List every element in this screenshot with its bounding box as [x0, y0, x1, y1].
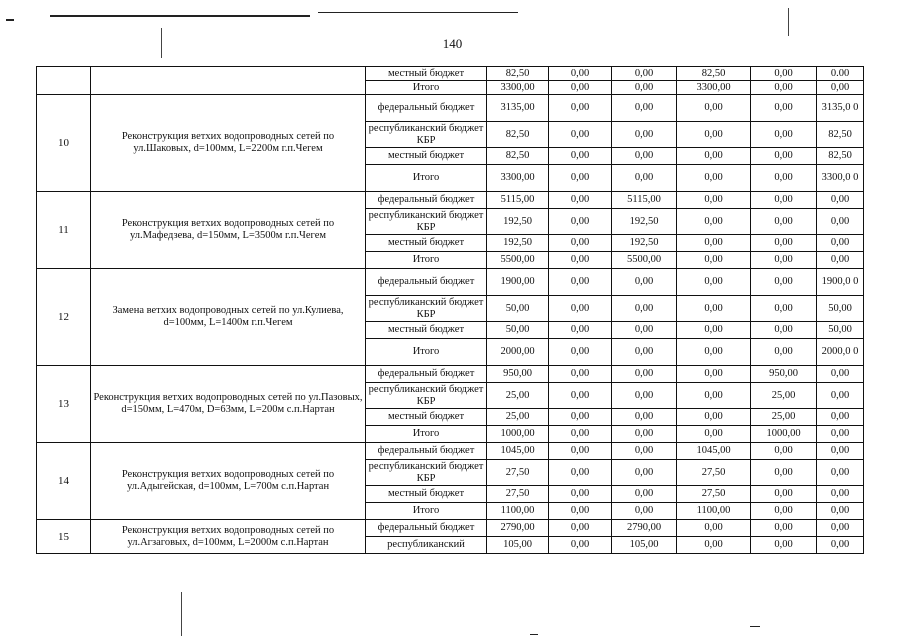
amount-cell: 0,00 [677, 209, 751, 235]
amount-cell: 27,50 [487, 460, 549, 486]
amount-cell: 0,00 [612, 122, 677, 148]
table-row [37, 269, 864, 296]
amount-cell: 50,00 [487, 296, 549, 322]
amount-cell: 0,00 [549, 460, 612, 486]
funding-source: Итого [366, 165, 487, 192]
funding-source: республиканский бюджет КБР [366, 383, 487, 409]
funding-source: Итого [366, 503, 487, 520]
amount-cell: 1100,00 [677, 503, 751, 520]
amount-cell: 105,00 [487, 537, 549, 554]
amount-cell: 2790,00 [487, 520, 549, 537]
amount-cell: 0,00 [549, 269, 612, 296]
project-name: Реконструкция ветхих водопроводных сетей по ул.Мафедзева, d=150мм, L=3500м г.п.Чегем [91, 192, 366, 269]
funding-source: Итого [366, 81, 487, 95]
amount-cell: 0,00 [549, 503, 612, 520]
amount-cell: 3300,00 [487, 165, 549, 192]
amount-cell: 0.00 [817, 67, 864, 81]
amount-cell: 0,00 [751, 165, 817, 192]
funding-source: республиканский бюджет КБР [366, 209, 487, 235]
funding-source: федеральный бюджет [366, 443, 487, 460]
amount-cell: 0,00 [677, 366, 751, 383]
table-body [37, 67, 864, 554]
amount-cell: 0,00 [677, 165, 751, 192]
amount-cell: 1000,00 [751, 426, 817, 443]
amount-cell: 0,00 [549, 122, 612, 148]
amount-cell: 50,00 [817, 322, 864, 339]
amount-cell: 0,00 [817, 209, 864, 235]
amount-cell: 25,00 [751, 383, 817, 409]
amount-cell: 0,00 [817, 503, 864, 520]
amount-cell: 0,00 [751, 520, 817, 537]
amount-cell: 0,00 [549, 209, 612, 235]
amount-cell: 0,00 [677, 383, 751, 409]
amount-cell: 0,00 [817, 252, 864, 269]
amount-cell: 3300,00 [677, 81, 751, 95]
amount-cell: 5115,00 [612, 192, 677, 209]
amount-cell: 0,00 [612, 383, 677, 409]
amount-cell: 0,00 [817, 460, 864, 486]
amount-cell: 0,00 [817, 383, 864, 409]
amount-cell: 950,00 [751, 366, 817, 383]
table-row [37, 520, 864, 537]
amount-cell: 25,00 [487, 409, 549, 426]
amount-cell: 0,00 [549, 235, 612, 252]
amount-cell: 0,00 [549, 409, 612, 426]
funding-source: республиканский бюджет КБР [366, 122, 487, 148]
amount-cell: 27,50 [487, 486, 549, 503]
amount-cell: 0,00 [612, 81, 677, 95]
amount-cell: 2790,00 [612, 520, 677, 537]
amount-cell: 82,50 [487, 67, 549, 81]
funding-source: местный бюджет [366, 409, 487, 426]
table-row [37, 366, 864, 383]
funding-source: федеральный бюджет [366, 520, 487, 537]
amount-cell: 0,00 [817, 537, 864, 554]
amount-cell: 82,50 [817, 122, 864, 148]
amount-cell: 0,00 [612, 95, 677, 122]
amount-cell: 192,50 [487, 235, 549, 252]
amount-cell: 0,00 [751, 81, 817, 95]
amount-cell: 3135,00 [487, 95, 549, 122]
amount-cell: 0,00 [612, 322, 677, 339]
amount-cell: 1045,00 [487, 443, 549, 460]
funding-source: местный бюджет [366, 235, 487, 252]
amount-cell: 0,00 [817, 426, 864, 443]
project-name [91, 67, 366, 95]
amount-cell: 0,00 [751, 209, 817, 235]
amount-cell: 0,00 [817, 520, 864, 537]
scan-top-line [318, 12, 518, 13]
amount-cell: 0,00 [677, 235, 751, 252]
amount-cell: 25,00 [487, 383, 549, 409]
funding-source: Итого [366, 252, 487, 269]
amount-cell: 0,00 [549, 537, 612, 554]
amount-cell: 0,00 [677, 322, 751, 339]
amount-cell: 0,00 [817, 486, 864, 503]
amount-cell: 0,00 [612, 165, 677, 192]
funding-source: Итого [366, 339, 487, 366]
amount-cell: 0,00 [549, 95, 612, 122]
project-name: Реконструкция ветхих водопроводных сетей по ул.Агзаговых, d=100мм, L=2000м с.п.Нартан [91, 520, 366, 554]
project-number: 14 [37, 443, 91, 520]
project-number: 12 [37, 269, 91, 366]
amount-cell: 0,00 [677, 296, 751, 322]
financing-table [36, 66, 864, 554]
amount-cell: 0,00 [612, 67, 677, 81]
amount-cell: 0,00 [677, 252, 751, 269]
table-row [37, 192, 864, 209]
amount-cell: 0,00 [549, 165, 612, 192]
amount-cell: 0,00 [549, 67, 612, 81]
amount-cell: 82,50 [817, 148, 864, 165]
amount-cell: 0,00 [612, 486, 677, 503]
amount-cell: 0,00 [549, 252, 612, 269]
amount-cell: 3300,0 0 [817, 165, 864, 192]
amount-cell: 2000,0 0 [817, 339, 864, 366]
amount-cell: 0,00 [549, 426, 612, 443]
project-number [37, 67, 91, 95]
amount-cell: 27,50 [677, 486, 751, 503]
amount-cell: 0,00 [751, 269, 817, 296]
amount-cell: 0,00 [677, 122, 751, 148]
amount-cell: 0,00 [549, 81, 612, 95]
amount-cell: 105,00 [612, 537, 677, 554]
funding-source: республиканский [366, 537, 487, 554]
funding-source: местный бюджет [366, 486, 487, 503]
amount-cell: 1100,00 [487, 503, 549, 520]
amount-cell: 0,00 [677, 192, 751, 209]
amount-cell: 0,00 [751, 296, 817, 322]
amount-cell: 0,00 [612, 296, 677, 322]
amount-cell: 0,00 [549, 383, 612, 409]
amount-cell: 0,00 [751, 148, 817, 165]
amount-cell: 0,00 [817, 235, 864, 252]
amount-cell: 0,00 [817, 192, 864, 209]
amount-cell: 0,00 [549, 322, 612, 339]
amount-cell: 0,00 [677, 148, 751, 165]
amount-cell: 0,00 [817, 443, 864, 460]
funding-source: местный бюджет [366, 148, 487, 165]
amount-cell: 192,50 [612, 235, 677, 252]
funding-source: республиканский бюджет КБР [366, 460, 487, 486]
amount-cell: 0,00 [549, 520, 612, 537]
project-number: 15 [37, 520, 91, 554]
funding-source: федеральный бюджет [366, 192, 487, 209]
amount-cell: 0,00 [817, 366, 864, 383]
funding-source: федеральный бюджет [366, 269, 487, 296]
amount-cell: 0,00 [612, 148, 677, 165]
amount-cell: 82,50 [677, 67, 751, 81]
scan-bottom-dash [530, 634, 538, 635]
amount-cell: 0,00 [549, 366, 612, 383]
amount-cell: 1045,00 [677, 443, 751, 460]
amount-cell: 0,00 [612, 503, 677, 520]
amount-cell: 3300,00 [487, 81, 549, 95]
amount-cell: 1000,00 [487, 426, 549, 443]
amount-cell: 0,00 [751, 460, 817, 486]
amount-cell: 0,00 [751, 252, 817, 269]
funding-source: республиканский бюджет КБР [366, 296, 487, 322]
scan-top-dash [6, 19, 14, 21]
project-number: 11 [37, 192, 91, 269]
amount-cell: 192,50 [612, 209, 677, 235]
amount-cell: 0,00 [677, 537, 751, 554]
funding-source: местный бюджет [366, 67, 487, 81]
amount-cell: 0,00 [677, 409, 751, 426]
amount-cell: 0,00 [751, 95, 817, 122]
amount-cell: 0,00 [612, 409, 677, 426]
amount-cell: 0,00 [751, 122, 817, 148]
amount-cell: 0,00 [677, 339, 751, 366]
scan-bottom-dash [750, 626, 760, 627]
amount-cell: 0,00 [549, 339, 612, 366]
amount-cell: 0,00 [751, 486, 817, 503]
funding-source: федеральный бюджет [366, 95, 487, 122]
project-name: Реконструкция ветхих водопроводных сетей по ул.Пазовых, d=150мм, L=470м, D=63мм, L=200м с.п.Нартан [91, 366, 366, 443]
amount-cell: 0,00 [612, 339, 677, 366]
amount-cell: 50,00 [817, 296, 864, 322]
amount-cell: 0,00 [751, 192, 817, 209]
table-row [37, 95, 864, 122]
amount-cell: 0,00 [751, 443, 817, 460]
amount-cell: 950,00 [487, 366, 549, 383]
amount-cell: 0,00 [612, 426, 677, 443]
amount-cell: 0,00 [751, 503, 817, 520]
amount-cell: 0,00 [751, 339, 817, 366]
amount-cell: 192,50 [487, 209, 549, 235]
amount-cell: 27,50 [677, 460, 751, 486]
funding-source: Итого [366, 426, 487, 443]
amount-cell: 1900,00 [487, 269, 549, 296]
amount-cell: 5500,00 [487, 252, 549, 269]
amount-cell: 25,00 [751, 409, 817, 426]
amount-cell: 0,00 [677, 269, 751, 296]
amount-cell: 0,00 [549, 192, 612, 209]
amount-cell: 0,00 [549, 148, 612, 165]
funding-source: федеральный бюджет [366, 366, 487, 383]
scan-margin-mark [788, 8, 789, 36]
amount-cell: 0,00 [677, 520, 751, 537]
table-row [37, 443, 864, 460]
table-row [37, 67, 864, 81]
amount-cell: 0,00 [751, 67, 817, 81]
amount-cell: 50,00 [487, 322, 549, 339]
amount-cell: 5115,00 [487, 192, 549, 209]
amount-cell: 0,00 [751, 537, 817, 554]
amount-cell: 0,00 [549, 486, 612, 503]
amount-cell: 0,00 [751, 322, 817, 339]
scan-margin-mark [181, 592, 182, 636]
amount-cell: 1900,0 0 [817, 269, 864, 296]
amount-cell: 82,50 [487, 148, 549, 165]
amount-cell: 2000,00 [487, 339, 549, 366]
amount-cell: 0,00 [612, 460, 677, 486]
amount-cell: 0,00 [817, 409, 864, 426]
page-number: 140 [442, 36, 463, 51]
project-name: Реконструкция ветхих водопроводных сетей по ул.Шаковых, d=100мм, L=2200м г.п.Чегем [91, 95, 366, 192]
project-number: 10 [37, 95, 91, 192]
amount-cell: 0,00 [549, 443, 612, 460]
amount-cell: 0,00 [612, 443, 677, 460]
amount-cell: 0,00 [751, 235, 817, 252]
amount-cell: 0,00 [549, 296, 612, 322]
amount-cell: 0,00 [677, 426, 751, 443]
amount-cell: 0,00 [612, 366, 677, 383]
project-name: Замена ветхих водопроводных сетей по ул.Кулиева, d=100мм, L=1400м г.п.Чегем [91, 269, 366, 366]
amount-cell: 82,50 [487, 122, 549, 148]
amount-cell: 3135,0 0 [817, 95, 864, 122]
amount-cell: 0,00 [817, 81, 864, 95]
scan-top-line [50, 15, 310, 17]
funding-source: местный бюджет [366, 322, 487, 339]
amount-cell: 5500,00 [612, 252, 677, 269]
project-name: Реконструкция ветхих водопроводных сетей по ул.Адыгейская, d=100мм, L=700м с.п.Нартан [91, 443, 366, 520]
project-number: 13 [37, 366, 91, 443]
amount-cell: 0,00 [677, 95, 751, 122]
amount-cell: 0,00 [612, 269, 677, 296]
